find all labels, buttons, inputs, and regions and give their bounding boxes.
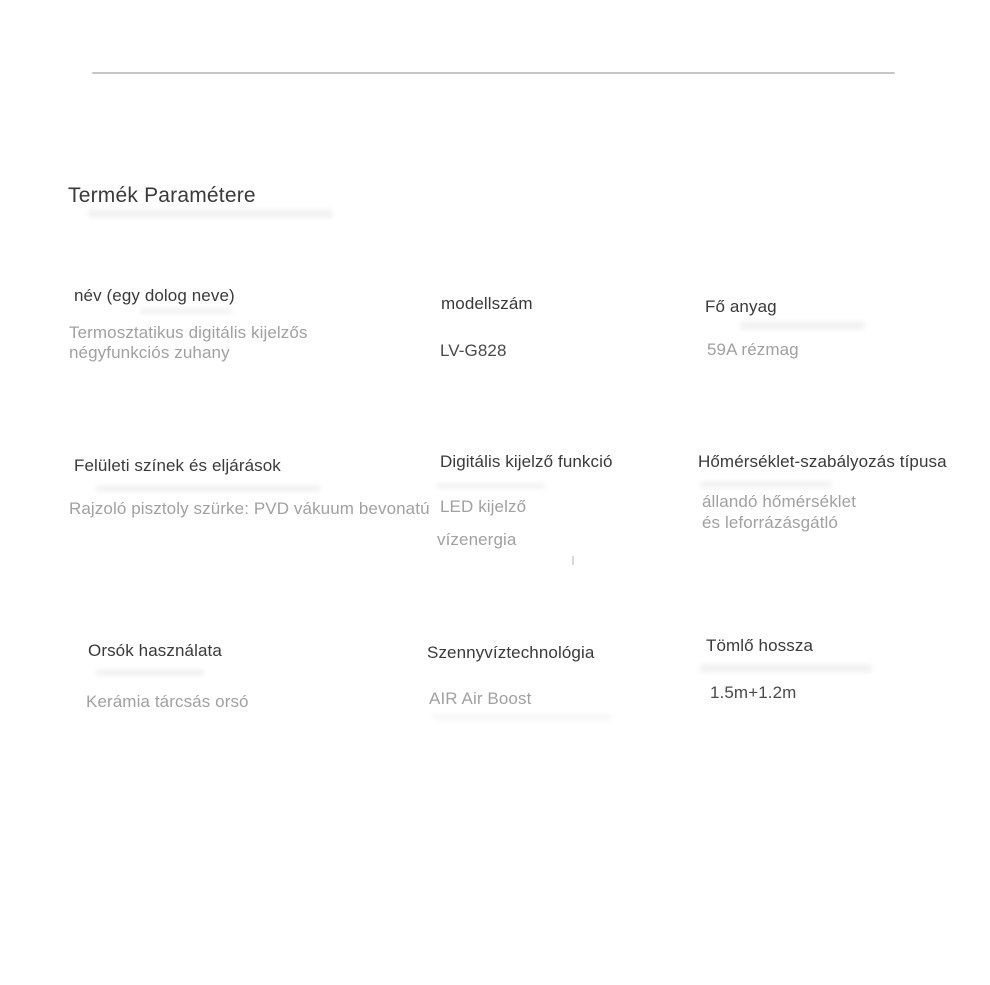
spec-label-surface-colors: Felületi színek és eljárások xyxy=(74,456,281,475)
spec-value-line: és leforrázásgátló xyxy=(702,513,838,532)
text-smudge-artifact xyxy=(96,485,321,492)
text-smudge-artifact xyxy=(96,669,204,676)
spec-label-digital-display-function: Digitális kijelző funkció xyxy=(440,452,613,471)
text-smudge-artifact xyxy=(437,483,545,489)
text-smudge-artifact xyxy=(700,664,872,673)
spec-value-led-display: LED kijelző xyxy=(440,497,527,516)
spec-value-hose-length: 1.5m+1.2m xyxy=(710,683,797,702)
spec-label-main-material: Fő anyag xyxy=(705,297,777,316)
text-smudge-artifact xyxy=(740,321,865,330)
spec-label-spool-usage: Orsók használata xyxy=(88,641,222,660)
section-top-divider xyxy=(92,72,895,74)
spec-value-line: állandó hőmérséklet xyxy=(702,492,857,511)
text-smudge-artifact xyxy=(88,209,333,218)
spec-value-name xyxy=(69,323,308,363)
spec-value-main-material: 59A rézmag xyxy=(707,340,799,359)
spec-label-sewage-technology: Szennyvíztechnológia xyxy=(427,643,595,662)
spec-value-model-number: LV-G828 xyxy=(440,341,507,360)
spec-value-line: Termosztatikus digitális kijelzős xyxy=(69,323,308,342)
text-smudge-artifact xyxy=(432,714,612,720)
spec-value-temperature-control-type xyxy=(702,491,856,533)
spec-value-line: négyfunkciós zuhany xyxy=(69,343,230,362)
spec-value-spool-usage: Kerámia tárcsás orsó xyxy=(86,692,249,711)
spec-label-name: név (egy dolog neve) xyxy=(74,286,235,305)
text-tick-artifact xyxy=(572,556,574,565)
spec-label-model-number: modellszám xyxy=(441,294,533,313)
spec-label-hose-length: Tömlő hossza xyxy=(706,636,814,655)
spec-value-surface-colors: Rajzoló pisztoly szürke: PVD vákuum bevonatú xyxy=(69,499,430,518)
text-smudge-artifact xyxy=(140,308,232,314)
spec-value-water-energy: vízenergia xyxy=(437,530,517,549)
text-smudge-artifact xyxy=(700,481,832,488)
spec-label-temperature-control-type: Hőmérséklet-szabályozás típusa xyxy=(698,452,947,471)
spec-value-sewage-technology: AIR Air Boost xyxy=(429,689,532,708)
section-title: Termék Paramétere xyxy=(68,184,256,207)
